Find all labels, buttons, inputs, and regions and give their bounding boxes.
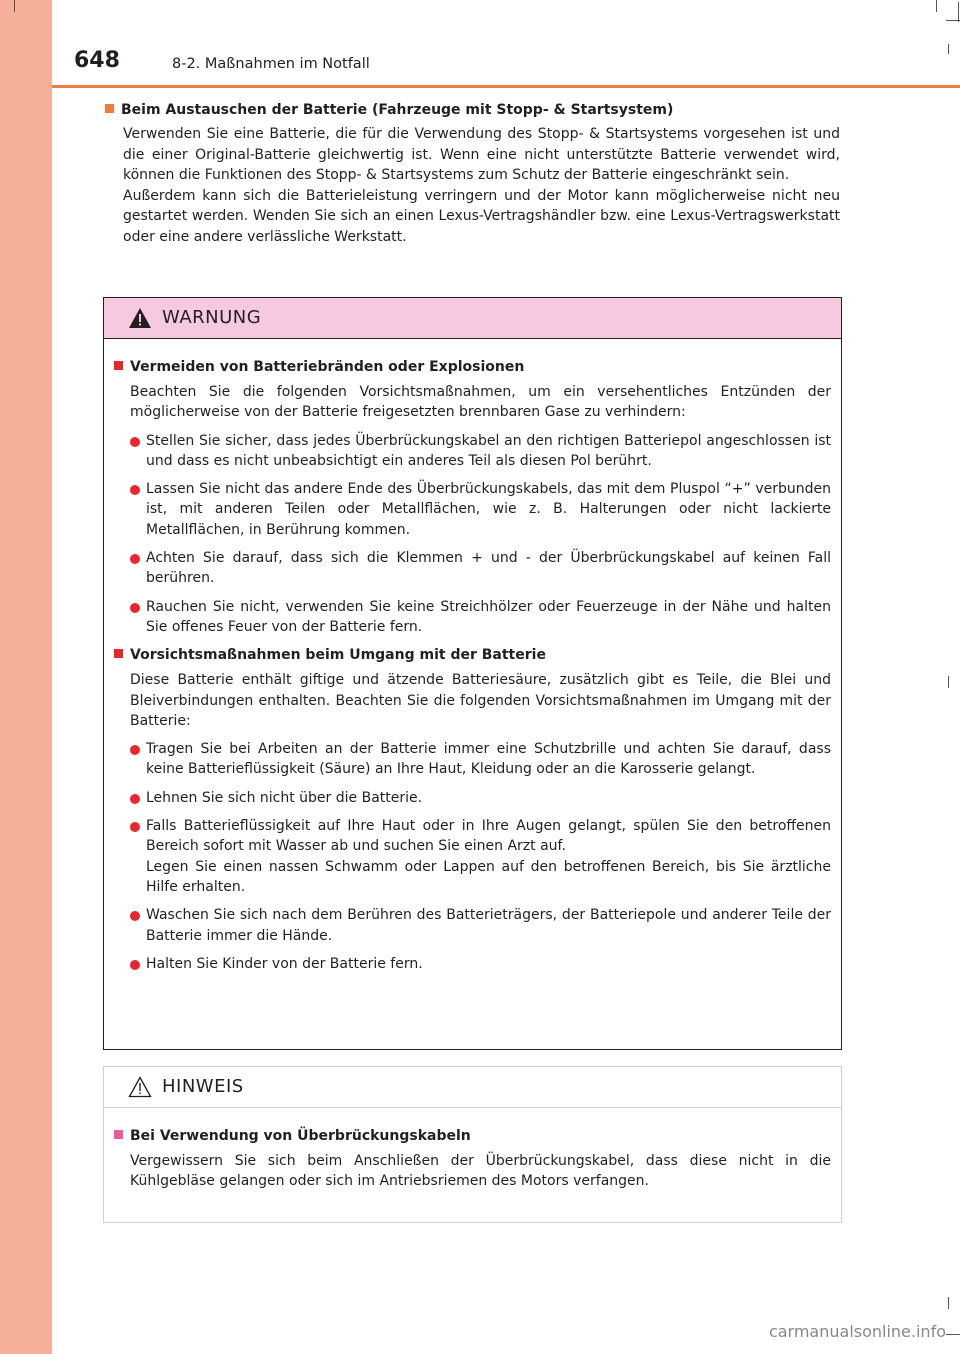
list-item-text: Stellen Sie sicher, dass jedes Überbrückungskabel an den richtigen Batteriepol angeschlossen ist und dass es nicht unbeabsichtigt ein anderes Teil als diesen Pol berührt. [146, 432, 831, 469]
list-item-text: Halten Sie Kinder von der Batterie fern. [146, 955, 423, 972]
bullet-dot-icon [130, 822, 140, 832]
section-heading-text: Vorsichtsmaßnahmen beim Umgang mit der Batterie [130, 647, 546, 664]
list-item [130, 479, 831, 540]
side-color-strip [0, 0, 52, 1354]
list-item [130, 548, 831, 589]
section-paragraph: Beachten Sie die folgenden Vorsichtsmaßnahmen, um ein versehentliches Entzünden der möglicherweise von der Batterie freigesetzten brennbaren Gase zu verhindern: [130, 384, 831, 421]
intro-paragraph: Außerdem kann sich die Batterieleistung verringern und der Motor kann möglicherweise nicht neu gestartet werden. Wenden Sie sich an einen Lexus-Vertragshändler bzw. eine Lexus-Vertragswerkstatt oder eine andere verlässliche Werkstatt. [123, 187, 840, 245]
warning-title: WARNUNG [162, 307, 262, 328]
watermark: carmanualsonline.info [768, 1322, 946, 1341]
list-item [130, 739, 831, 780]
warning-box [103, 297, 842, 1050]
list-item [130, 954, 831, 974]
section-paragraph: Diese Batterie enthält giftige und ätzende Batteriesäure, zusätzlich gibt es Teile, die Blei und Bleiverbindungen enthalten. Beachten Sie die folgenden Vorsichtsmaßnahmen im Umgang mit der Batterie: [130, 672, 831, 729]
crop-mark [958, 2, 959, 22]
section-paragraph: Vergewissern Sie sich beim Anschließen der Überbrückungskabel, dass diese nicht in die Kühlgebläse gelangen oder sich im Antriebsriemen des Motors verfangen. [130, 1153, 831, 1190]
list-item-text: Achten Sie darauf, dass sich die Klemmen + und - der Überbrückungskabel auf keinen Fall berühren. [146, 550, 831, 587]
bullet-dot-icon [130, 794, 140, 804]
bullet-dot-icon [130, 554, 140, 564]
square-bullet-icon [105, 104, 114, 113]
list-item-text: Lassen Sie nicht das andere Ende des Überbrückungskabels, das mit dem Pluspol “+” verbunden ist, mit anderen Teilen oder Metallflächen, wie z. B. Halterungen oder nicht lackierte Metallflächen, in Berührung kommen. [146, 481, 831, 538]
list-item-text: Waschen Sie sich nach dem Berühren des Batterieträgers, der Batteriepole und anderer Teile der Batterie immer die Hände. [146, 907, 831, 944]
square-bullet-icon [114, 361, 123, 370]
section-heading-text: Vermeiden von Batteriebränden oder Explosionen [130, 359, 525, 375]
crop-mark [948, 1297, 949, 1309]
list-item-text: Lehnen Sie sich nicht über die Batterie. [146, 789, 423, 806]
warning-header [104, 298, 841, 339]
warning-triangle-icon [128, 307, 152, 329]
bullet-list [130, 739, 831, 974]
intro-body [123, 124, 840, 247]
page-header [52, 48, 960, 82]
list-item [130, 905, 831, 946]
intro-section [105, 100, 840, 247]
list-item-text: Tragen Sie bei Arbeiten an der Batterie immer eine Schutzbrille und achten Sie darauf, dass keine Batterieflüssigkeit (Säure) an Ihre Haut, Kleidung oder an die Karosserie gelangt. [146, 741, 831, 778]
intro-heading [105, 100, 840, 120]
bullet-dot-icon [130, 603, 140, 613]
crop-mark [948, 676, 949, 688]
list-item [130, 788, 831, 808]
crop-mark [946, 20, 960, 21]
chapter-title: 8-2. Maßnahmen im Notfall [172, 56, 370, 72]
note-header [104, 1067, 841, 1108]
section-heading [114, 645, 831, 665]
bullet-dot-icon [130, 960, 140, 970]
bullet-dot-icon [130, 911, 140, 921]
list-item [130, 816, 831, 897]
section-heading [114, 357, 831, 377]
crop-mark [936, 0, 937, 12]
crop-mark [14, 0, 15, 12]
bullet-dot-icon [130, 745, 140, 755]
intro-heading-text: Beim Austauschen der Batterie (Fahrzeuge mit Stopp- & Startsystem) [121, 102, 674, 118]
list-item [130, 597, 831, 638]
bullet-list [130, 431, 831, 638]
section-heading [114, 1126, 831, 1146]
bullet-dot-icon [130, 485, 140, 495]
warning-body [104, 339, 841, 974]
list-item-text: Legen Sie einen nassen Schwamm oder Lappen auf den betroffenen Bereich, bis Sie ärztliche Hilfe erhalten. [146, 858, 831, 895]
header-rule [52, 85, 960, 88]
caution-triangle-icon [128, 1076, 152, 1098]
list-item-text: Rauchen Sie nicht, verwenden Sie keine Streichhölzer oder Feuerzeuge in der Nähe und halten Sie offenes Feuer von der Batterie fern. [146, 598, 831, 635]
list-item [130, 431, 831, 472]
square-bullet-icon [114, 649, 123, 658]
section-heading-text: Bei Verwendung von Überbrückungskabeln [130, 1128, 471, 1144]
page-number: 648 [74, 48, 120, 73]
square-bullet-icon [114, 1130, 123, 1139]
list-item-text: Falls Batterieflüssigkeit auf Ihre Haut oder in Ihre Augen gelangt, spülen Sie den betroffenen Bereich sofort mit Wasser ab und suchen Sie einen Arzt auf. [146, 818, 831, 855]
note-title: HINWEIS [162, 1076, 244, 1097]
bullet-dot-icon [130, 437, 140, 447]
note-box [103, 1066, 842, 1223]
crop-mark [946, 1334, 960, 1335]
intro-paragraph: Verwenden Sie eine Batterie, die für die Verwendung des Stopp- & Startsystems vorgesehen ist und die einer Original-Batterie gleichwertig ist. Wenn eine nicht unterstützte Batterie verwendet wird, können die Funktionen des Stopp- & Startsystems zum Schutz der Batterie eingeschränkt sein. [123, 126, 840, 183]
note-body [104, 1108, 841, 1192]
